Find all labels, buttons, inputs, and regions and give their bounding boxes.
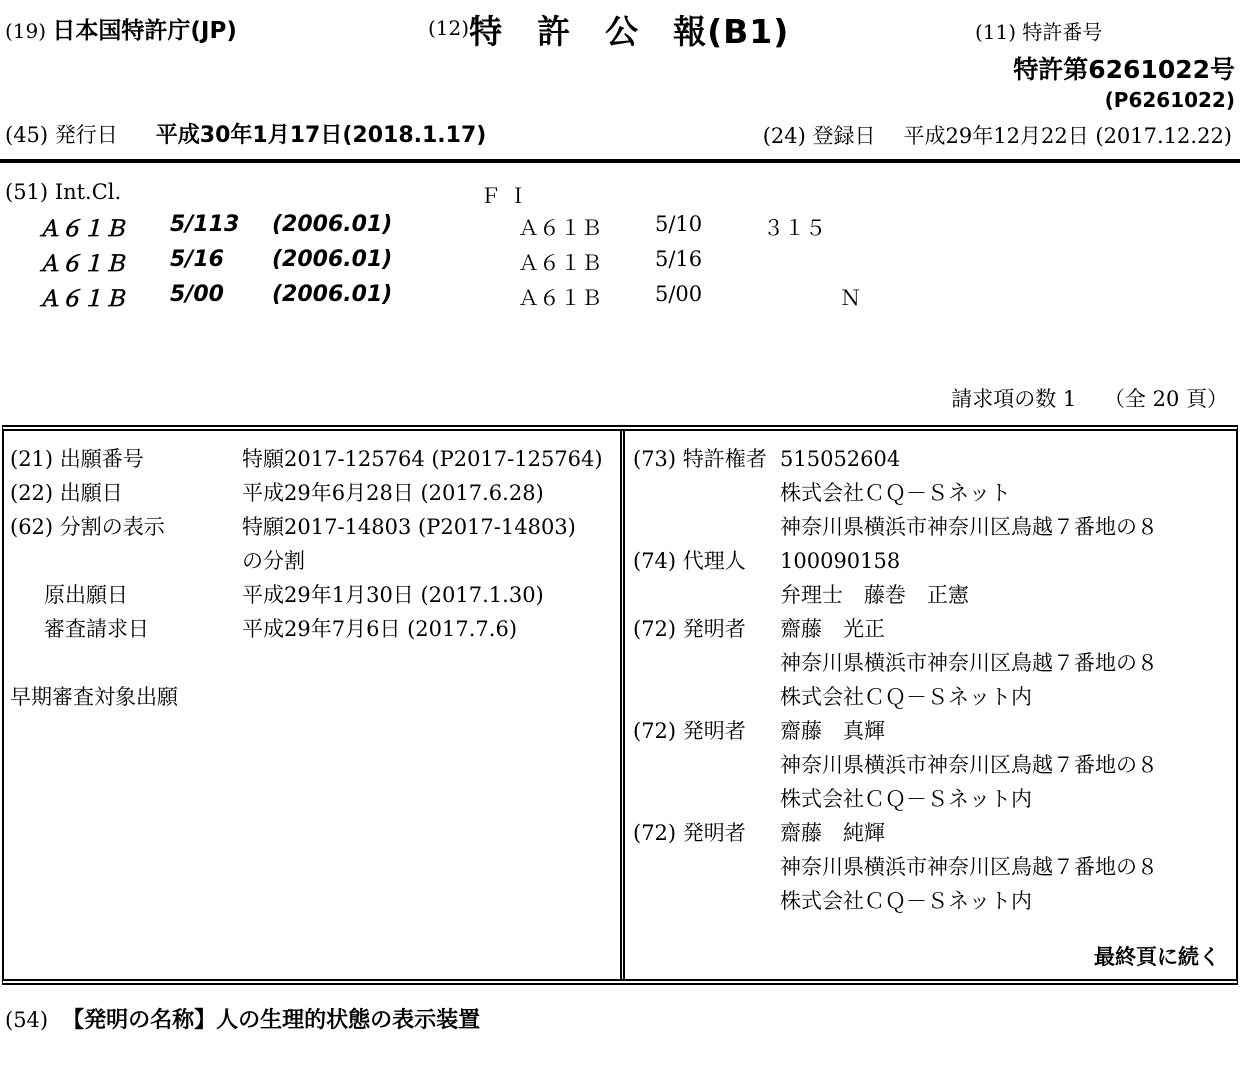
- field-label: 代理人: [682, 549, 746, 573]
- application-data-column: [4, 431, 620, 715]
- field-value: 特願2017-125764 (P2017-125764): [242, 447, 603, 471]
- field-value: 平成29年1月30日 (2017.1.30): [242, 583, 544, 607]
- field-value: 齋藤 純輝: [780, 821, 885, 845]
- patent-number-paren: (P6261022): [1104, 88, 1235, 112]
- field-value: 齋藤 真輝: [780, 719, 885, 743]
- field-value: 弁理士 藤巻 正憲: [780, 583, 969, 607]
- fi-extra-2: Ｎ: [840, 286, 861, 310]
- field-code: (72): [633, 617, 677, 641]
- registration-date-row: [763, 120, 1232, 150]
- office-kind-code: (19): [5, 19, 47, 43]
- bib-row-inventor-1: [633, 613, 1236, 647]
- header-double-rule: [0, 159, 1240, 163]
- early-exam-note: 早期審査対象出願: [10, 685, 178, 709]
- registration-date-code: (24): [762, 124, 806, 148]
- field-value: 株式会社ＣＱ－Ｓネット内: [780, 685, 1032, 709]
- registration-date-label: 登録日: [812, 124, 876, 148]
- patent-number-label: 特許番号: [1022, 20, 1103, 44]
- bib-row-inventor-1-company: [633, 681, 1236, 715]
- fi-class: Ａ６１Ｂ: [518, 251, 602, 275]
- issue-date-code: (45): [5, 123, 49, 147]
- fi-class: Ａ６１Ｂ: [518, 286, 602, 310]
- bib-row-inventor-2-company: [633, 783, 1236, 817]
- bib-row-inventor-1-address: [633, 647, 1236, 681]
- field-value: 神奈川県横浜市神奈川区鳥越７番地の８: [780, 855, 1158, 879]
- field-label: 審査請求日: [44, 617, 149, 641]
- row-spacer: [10, 647, 620, 681]
- field-label: 発明者: [682, 617, 746, 641]
- bib-row-inventor-2-address: [633, 749, 1236, 783]
- field-label: 特許権者: [682, 447, 767, 471]
- issue-date-value: 平成30年1月17日(2018.1.17): [155, 123, 487, 148]
- bib-row-patentee-name: [633, 477, 1236, 511]
- field-value: 齋藤 光正: [780, 617, 885, 641]
- bib-row-inventor-3-company: [633, 885, 1236, 919]
- intcl-subclass: 5/16: [170, 247, 224, 272]
- title-label: 【発明の名称】: [62, 1008, 217, 1033]
- bib-row-application-number: [10, 443, 620, 477]
- bib-row-exam-request-date: [10, 613, 620, 647]
- continued-on-last-page-note: 最終頁に続く: [1094, 945, 1220, 969]
- field-code: (21): [10, 447, 54, 471]
- patent-number-code: (11): [975, 20, 1017, 44]
- field-label: 発明者: [682, 821, 746, 845]
- intcl-class: Ａ６１Ｂ: [38, 252, 127, 277]
- field-value: 神奈川県横浜市神奈川区鳥越７番地の８: [780, 753, 1158, 777]
- field-code: (74): [633, 549, 677, 573]
- bib-row-agent-name: [633, 579, 1236, 613]
- field-label: 分割の表示: [59, 515, 165, 539]
- document-kind: [428, 6, 789, 53]
- field-value: 平成29年7月6日 (2017.7.6): [242, 617, 518, 641]
- field-code: (22): [10, 481, 54, 505]
- bib-row-filing-date: [10, 477, 620, 511]
- field-label: 発明者: [682, 719, 746, 743]
- field-value: 株式会社ＣＱ－Ｓネット内: [780, 787, 1032, 811]
- issue-date-row: [5, 118, 486, 149]
- field-value: 神奈川県横浜市神奈川区鳥越７番地の８: [780, 651, 1158, 675]
- parties-column: [625, 431, 1236, 919]
- intcl-subclass: 5/113: [170, 212, 240, 237]
- intcl-code: (51): [5, 180, 49, 204]
- registration-date-value: 平成29年12月22日 (2017.12.22): [903, 124, 1232, 148]
- patent-number-heading: [975, 16, 1102, 45]
- field-value: 100090158: [780, 549, 901, 573]
- title-code: (54): [5, 1008, 49, 1032]
- classification-row: [0, 247, 1240, 281]
- patent-number-value: 特許第6261022号: [1013, 55, 1235, 84]
- fi-extra-1: ３１５: [763, 216, 826, 240]
- intcl-version: (2006.01): [272, 247, 393, 272]
- classification-row: [0, 282, 1240, 316]
- kind-code: (12): [428, 16, 470, 40]
- field-label: 出願日: [59, 481, 123, 505]
- claims-count-note: 請求項の数 1 （全 20 頁）: [951, 387, 1228, 411]
- bibliographic-table: [2, 425, 1238, 985]
- intcl-label: Int.Cl.: [54, 180, 122, 204]
- intcl-class: Ａ６１Ｂ: [38, 217, 127, 242]
- bib-row-original-filing-date: [10, 579, 620, 613]
- bib-row-patentee-address: [633, 511, 1236, 545]
- field-value: 神奈川県横浜市神奈川区鳥越７番地の８: [780, 515, 1158, 539]
- fi-subclass: 5/00: [655, 282, 703, 306]
- fi-heading: Ｆ Ｉ: [480, 184, 529, 208]
- bib-row-division-continued: [10, 545, 620, 579]
- intcl-subclass: 5/00: [170, 282, 224, 307]
- issuing-office: [5, 12, 237, 45]
- field-code: (72): [633, 821, 677, 845]
- field-value: の分割: [242, 549, 305, 573]
- bib-row-patentee: [633, 443, 1236, 477]
- field-label: 出願番号: [59, 447, 144, 471]
- invention-title: 人の生理的状態の表示装置: [216, 1008, 481, 1033]
- field-value: 株式会社ＣＱ－Ｓネット内: [780, 889, 1032, 913]
- gazette-title: 特 許 公 報(B1): [469, 12, 790, 51]
- field-code: (62): [10, 515, 54, 539]
- fi-subclass: 5/16: [655, 247, 703, 271]
- invention-title-row: [5, 1003, 480, 1034]
- bib-row-agent: [633, 545, 1236, 579]
- intcl-class: Ａ６１Ｂ: [38, 287, 127, 312]
- bib-row-inventor-2: [633, 715, 1236, 749]
- field-value: 特願2017-14803 (P2017-14803): [242, 515, 576, 539]
- bib-row-division-indication: [10, 511, 620, 545]
- fi-subclass: 5/10: [655, 212, 703, 236]
- field-label: 原出願日: [44, 583, 128, 607]
- fi-class: Ａ６１Ｂ: [518, 216, 602, 240]
- issue-date-label: 発行日: [54, 123, 118, 147]
- field-code: (72): [633, 719, 677, 743]
- intcl-version: (2006.01): [272, 212, 393, 237]
- intcl-heading: [5, 180, 121, 204]
- intcl-version: (2006.01): [272, 282, 393, 307]
- field-code: (73): [633, 447, 677, 471]
- field-value: 515052604: [780, 447, 901, 471]
- bib-row-inventor-3-address: [633, 851, 1236, 885]
- classification-row: [0, 212, 1240, 246]
- office-name: 日本国特許庁(JP): [52, 18, 237, 44]
- field-value: 株式会社ＣＱ－Ｓネット: [780, 481, 1011, 505]
- bib-row-inventor-3: [633, 817, 1236, 851]
- field-value: 平成29年6月28日 (2017.6.28): [242, 481, 544, 505]
